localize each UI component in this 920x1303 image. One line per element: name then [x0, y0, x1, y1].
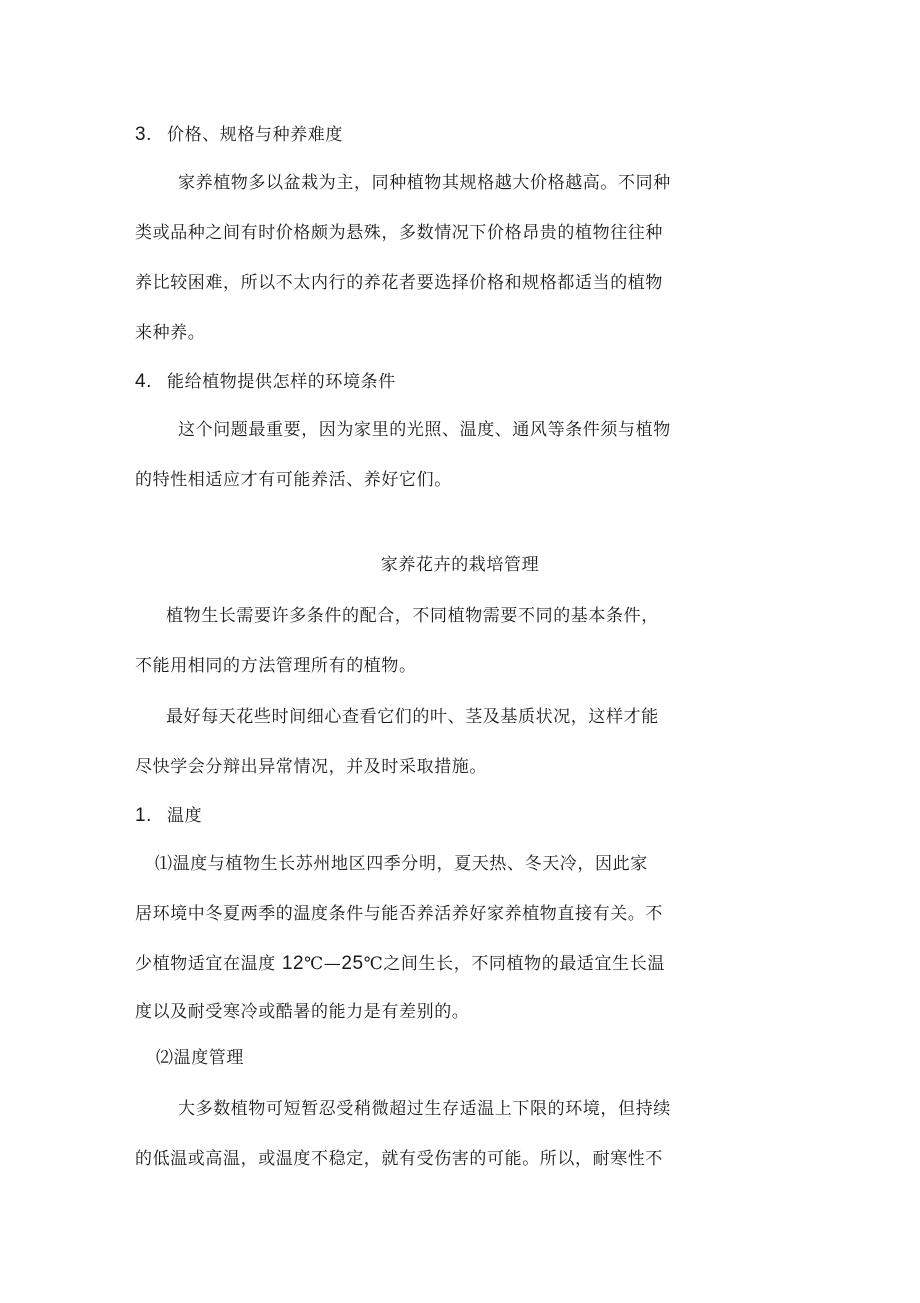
paragraph-line: 大多数植物可短暂忍受稍微超过生存适温上下限的环境，但持续	[178, 1099, 671, 1119]
heading-item-3	[135, 125, 343, 144]
text-segment: ℃—	[304, 954, 342, 974]
heading-number: 1.	[135, 805, 153, 826]
paragraph-line: 家养植物多以盆栽为主，同种植物其规格越大价格越高。不同种	[178, 173, 671, 193]
paragraph-line: 这个问题最重要，因为家里的光照、温度、通风等条件须与植物	[178, 420, 671, 440]
paragraph-line: 来种养。	[135, 323, 206, 343]
paragraph-line	[135, 954, 665, 973]
heading-text: 能给植物提供怎样的环境条件	[167, 372, 396, 392]
heading-item-1	[135, 806, 202, 825]
paragraph-line: 尽快学会分辩出异常情况，并及时采取措施。	[135, 757, 487, 777]
paragraph-line: 植物生长需要许多条件的配合，不同植物需要不同的基本条件，	[166, 606, 659, 626]
section-title: 家养花卉的栽培管理	[380, 555, 540, 575]
heading-text: 价格、规格与种养难度	[167, 125, 343, 145]
paragraph-line: 度以及耐受寒冷或酷暑的能力是有差别的。	[135, 1002, 470, 1022]
paragraph-line: 的低温或高温，或温度不稳定，就有受伤害的可能。所以，耐寒性不	[135, 1149, 663, 1169]
temperature-value: 25	[341, 953, 364, 974]
paragraph-line: 不能用相同的方法管理所有的植物。	[135, 656, 417, 676]
heading-text: 温度	[167, 806, 203, 826]
heading-item-4	[135, 372, 396, 391]
paragraph-line: 养比较困难，所以不太内行的养花者要选择价格和规格都适当的植物	[135, 273, 663, 293]
paragraph-line: 居环境中冬夏两季的温度条件与能否养活养好家养植物直接有关。不	[135, 904, 663, 924]
text-segment: ℃之间生长，不同植物的最适宜生长温	[363, 954, 665, 974]
paragraph-line: 的特性相适应才有可能养活、养好它们。	[135, 470, 452, 490]
paragraph-line: ⑴温度与植物生长苏州地区四季分明，夏天热、冬天冷，因此家	[155, 854, 648, 874]
text-segment: 少植物适宜在温度	[135, 954, 282, 974]
paragraph-line: 最好每天花些时间细心查看它们的叶、茎及基质状况，这样才能	[166, 707, 659, 727]
temperature-value: 12	[281, 953, 305, 974]
subheading: ⑵温度管理	[156, 1048, 244, 1068]
heading-number: 3.	[135, 124, 153, 145]
heading-number: 4.	[135, 371, 153, 392]
paragraph-line: 类或品种之间有时价格颇为悬殊，多数情况下价格昂贵的植物往往种	[135, 223, 663, 243]
